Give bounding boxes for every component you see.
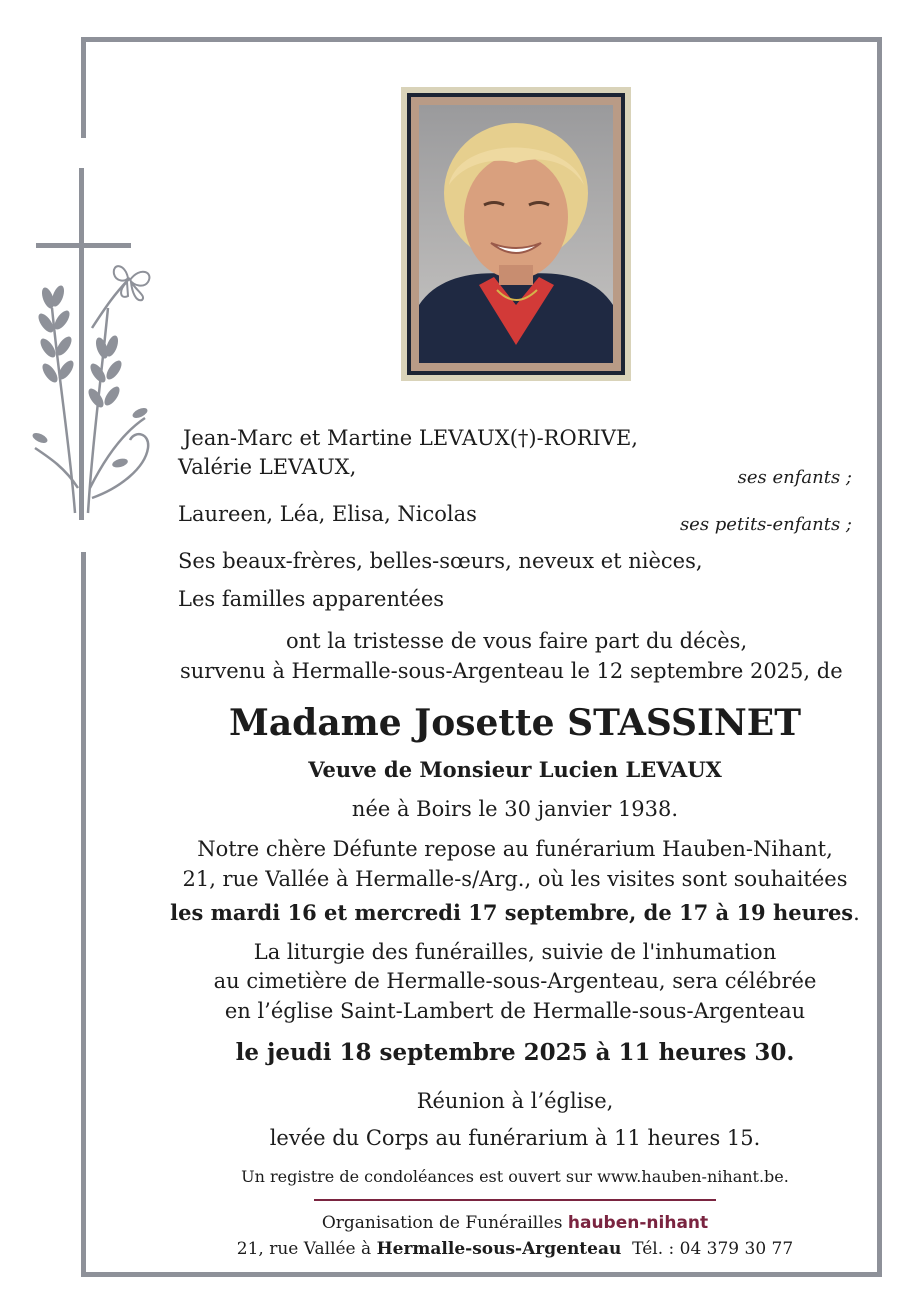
- visitation-dates: les mardi 16 et mercredi 17 septembre, de 17 à 19 heures: [170, 900, 854, 925]
- visitation-line-2: 21, rue Vallée à Hermalle-s/Arg., où les visites sont souhaitées: [182, 867, 848, 891]
- announcement-line-1: ont la tristesse de vous faire part du décès,: [286, 629, 748, 653]
- liturgy-line-3: en l’église Saint-Lambert de Hermalle-sous-Argenteau: [224, 999, 806, 1023]
- address-prefix: 21, rue Vallée à: [236, 1239, 372, 1259]
- frame-left-lower: [81, 552, 86, 1277]
- deceased-name: Madame Josette STASSINET: [228, 702, 802, 744]
- grandchildren-role: ses petits-enfants ;: [679, 514, 852, 535]
- frame-left-upper: [81, 37, 86, 138]
- liturgy-line-2: au cimetière de Hermalle-sous-Argenteau, sera célébrée: [213, 969, 817, 993]
- funeral-home-brand: hauben-nihant: [567, 1213, 709, 1233]
- relatives: Les familles apparentées: [178, 587, 445, 611]
- gathering-line-1: Réunion à l’église,: [416, 1089, 614, 1113]
- children-role: ses enfants ;: [737, 467, 852, 488]
- funeral-date: le jeudi 18 septembre 2025 à 11 heures 30.: [235, 1039, 795, 1066]
- address-town: Hermalle-sous-Argenteau: [376, 1239, 622, 1259]
- liturgy-line-1: La liturgie des funérailles, suivie de l'inhumation: [253, 940, 777, 964]
- visitation-line-1: Notre chère Défunte repose au funérarium Hauben-Nihant,: [197, 837, 833, 861]
- phone-number: Tél. : 04 379 30 77: [632, 1239, 794, 1259]
- visitation-period: .: [853, 901, 860, 925]
- birth-info: née à Boirs le 30 janvier 1938.: [351, 797, 679, 821]
- portrait-frame: [401, 87, 631, 381]
- in-laws: Ses beaux-frères, belles-sœurs, neveux et nièces,: [178, 549, 703, 573]
- frame-bottom: [81, 1272, 882, 1277]
- children-line-1: Jean-Marc et Martine LEVAUX(†)-RORIVE,: [183, 426, 638, 450]
- gathering-line-2: levée du Corps au funérarium à 11 heures 15.: [269, 1126, 761, 1150]
- announcement-line-2: survenu à Hermalle-sous-Argenteau le 12 septembre 2025, de: [180, 659, 843, 683]
- condolence-registry: Un registre de condoléances est ouvert sur www.hauben-nihant.be.: [241, 1167, 789, 1186]
- frame-top: [81, 37, 882, 42]
- footer-separator: [314, 1199, 716, 1201]
- visitation-dates-line: [150, 898, 880, 928]
- children-line-2: Valérie LEVAUX,: [178, 455, 357, 479]
- footer-address: [150, 1234, 880, 1264]
- grandchildren: Laureen, Léa, Elisa, Nicolas: [178, 502, 477, 526]
- widow-of: Veuve de Monsieur Lucien LEVAUX: [308, 757, 722, 782]
- portrait-photo: [419, 105, 613, 363]
- cross-wheat-butterfly-icon: [30, 168, 160, 528]
- footer-org-label: Organisation de Funérailles: [321, 1213, 563, 1233]
